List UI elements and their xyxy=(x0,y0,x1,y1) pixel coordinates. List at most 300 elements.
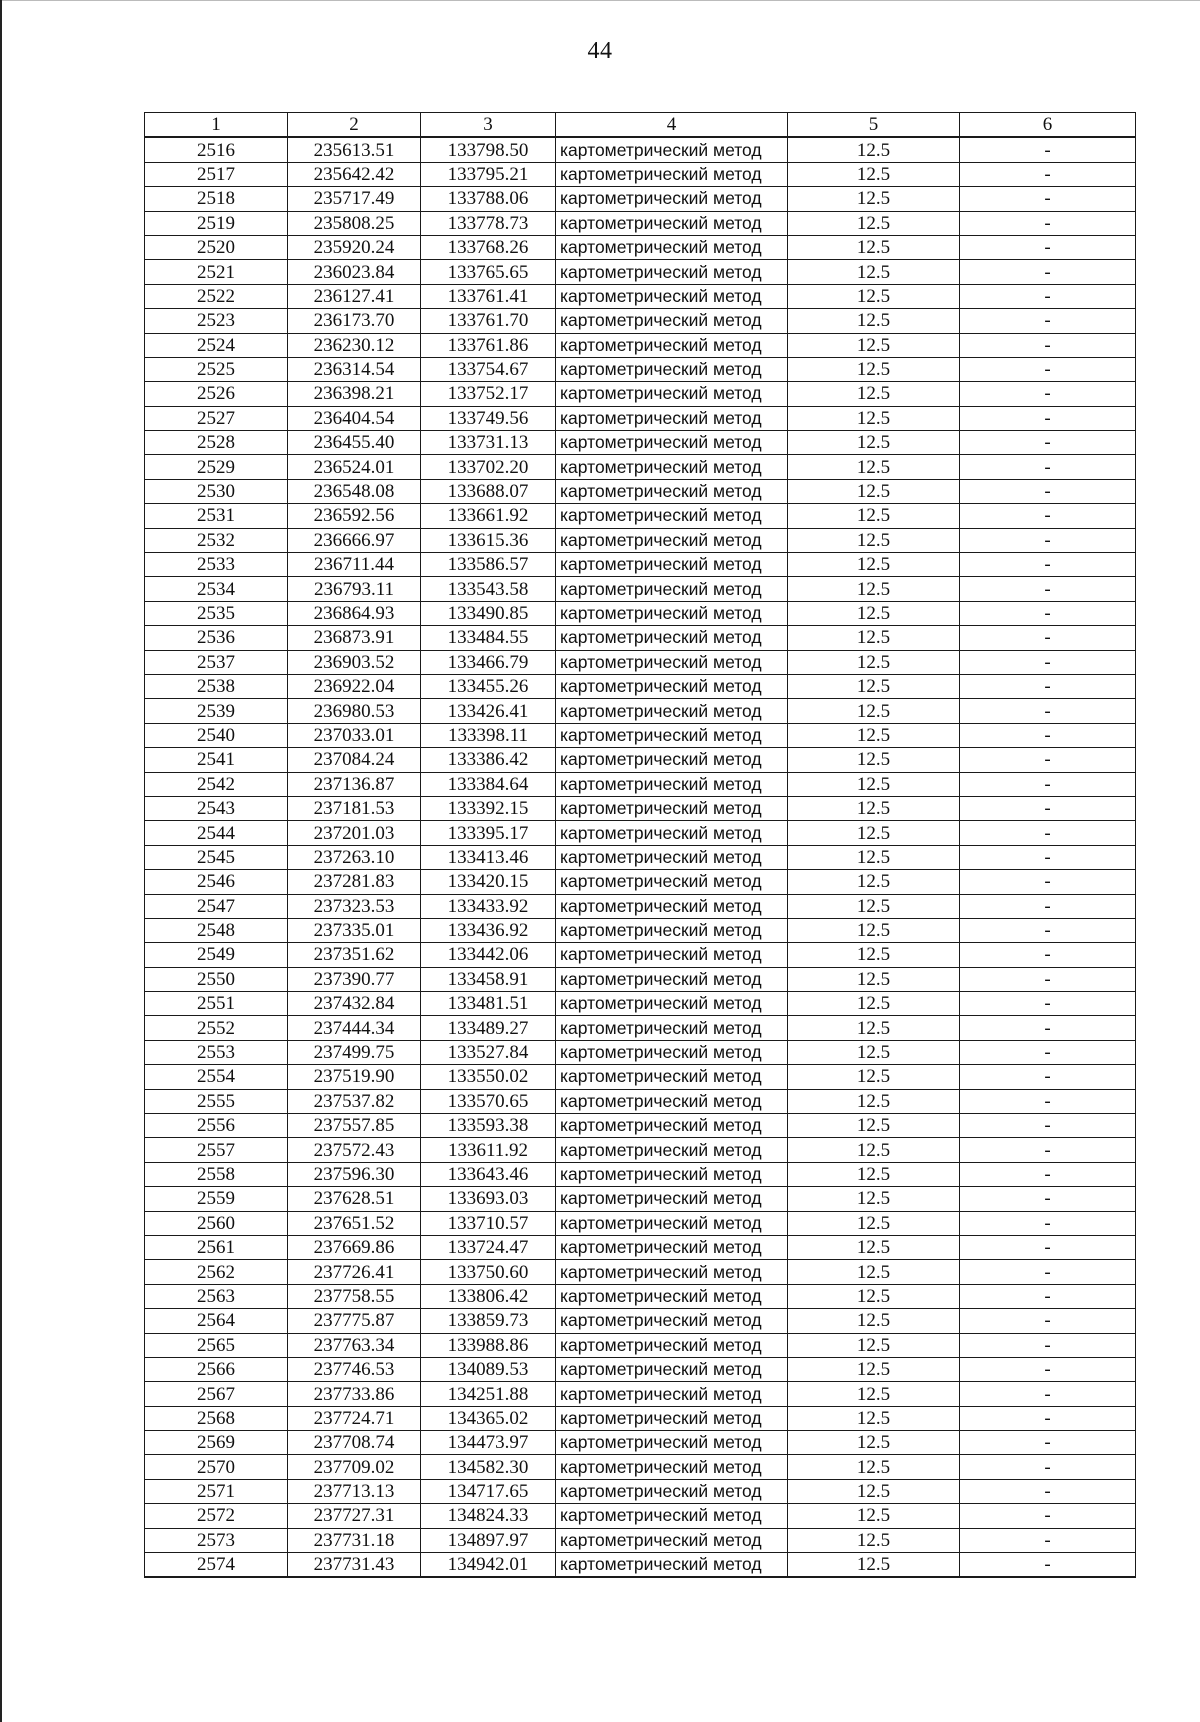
point-number-cell: 2558 xyxy=(145,1162,288,1186)
method-cell: картометрический метод xyxy=(556,382,788,406)
accuracy-cell: 12.5 xyxy=(788,1065,960,1089)
accuracy-cell: 12.5 xyxy=(788,187,960,211)
y-coordinate-cell: 133806.42 xyxy=(421,1284,556,1308)
column-header-2: 2 xyxy=(288,113,421,138)
point-number-cell: 2520 xyxy=(145,235,288,259)
y-coordinate-cell: 133550.02 xyxy=(421,1065,556,1089)
point-number-cell: 2563 xyxy=(145,1284,288,1308)
column-header-3: 3 xyxy=(421,113,556,138)
table-row xyxy=(145,577,1136,601)
note-cell: - xyxy=(960,1211,1136,1235)
x-coordinate-cell: 236548.08 xyxy=(288,479,421,503)
accuracy-cell: 12.5 xyxy=(788,1040,960,1064)
x-coordinate-cell: 237726.41 xyxy=(288,1260,421,1284)
y-coordinate-cell: 133458.91 xyxy=(421,967,556,991)
y-coordinate-cell: 133761.41 xyxy=(421,284,556,308)
point-number-cell: 2537 xyxy=(145,650,288,674)
y-coordinate-cell: 133778.73 xyxy=(421,211,556,235)
method-cell: картометрический метод xyxy=(556,431,788,455)
x-coordinate-cell: 235642.42 xyxy=(288,162,421,186)
method-cell: картометрический метод xyxy=(556,357,788,381)
accuracy-cell: 12.5 xyxy=(788,1382,960,1406)
y-coordinate-cell: 133750.60 xyxy=(421,1260,556,1284)
y-coordinate-cell: 133765.65 xyxy=(421,260,556,284)
y-coordinate-cell: 133611.92 xyxy=(421,1138,556,1162)
point-number-cell: 2517 xyxy=(145,162,288,186)
accuracy-cell: 12.5 xyxy=(788,1309,960,1333)
x-coordinate-cell: 236314.54 xyxy=(288,357,421,381)
x-coordinate-cell: 237669.86 xyxy=(288,1235,421,1259)
note-cell: - xyxy=(960,1431,1136,1455)
point-number-cell: 2522 xyxy=(145,284,288,308)
x-coordinate-cell: 237537.82 xyxy=(288,1089,421,1113)
y-coordinate-cell: 133527.84 xyxy=(421,1040,556,1064)
point-number-cell: 2536 xyxy=(145,626,288,650)
y-coordinate-cell: 133543.58 xyxy=(421,577,556,601)
method-cell: картометрический метод xyxy=(556,1528,788,1552)
method-cell: картометрический метод xyxy=(556,1162,788,1186)
table-row xyxy=(145,796,1136,820)
method-cell: картометрический метод xyxy=(556,187,788,211)
table-row xyxy=(145,1333,1136,1357)
point-number-cell: 2554 xyxy=(145,1065,288,1089)
note-cell: - xyxy=(960,211,1136,235)
table-row xyxy=(145,1114,1136,1138)
x-coordinate-cell: 237731.18 xyxy=(288,1528,421,1552)
method-cell: картометрический метод xyxy=(556,992,788,1016)
point-number-cell: 2538 xyxy=(145,674,288,698)
table-row xyxy=(145,137,1136,162)
x-coordinate-cell: 236404.54 xyxy=(288,406,421,430)
method-cell: картометрический метод xyxy=(556,870,788,894)
note-cell: - xyxy=(960,796,1136,820)
table-row xyxy=(145,967,1136,991)
method-cell: картометрический метод xyxy=(556,504,788,528)
point-number-cell: 2532 xyxy=(145,528,288,552)
method-cell: картометрический метод xyxy=(556,553,788,577)
y-coordinate-cell: 133398.11 xyxy=(421,723,556,747)
point-number-cell: 2565 xyxy=(145,1333,288,1357)
table-row xyxy=(145,918,1136,942)
table-row xyxy=(145,260,1136,284)
x-coordinate-cell: 237727.31 xyxy=(288,1504,421,1528)
note-cell: - xyxy=(960,309,1136,333)
table-row xyxy=(145,772,1136,796)
x-coordinate-cell: 237323.53 xyxy=(288,894,421,918)
method-cell: картометрический метод xyxy=(556,1504,788,1528)
x-coordinate-cell: 236524.01 xyxy=(288,455,421,479)
method-cell: картометрический метод xyxy=(556,1089,788,1113)
y-coordinate-cell: 133420.15 xyxy=(421,870,556,894)
note-cell: - xyxy=(960,235,1136,259)
accuracy-cell: 12.5 xyxy=(788,235,960,259)
method-cell: картометрический метод xyxy=(556,1187,788,1211)
method-cell: картометрический метод xyxy=(556,748,788,772)
accuracy-cell: 12.5 xyxy=(788,309,960,333)
method-cell: картометрический метод xyxy=(556,479,788,503)
note-cell: - xyxy=(960,1138,1136,1162)
x-coordinate-cell: 236666.97 xyxy=(288,528,421,552)
point-number-cell: 2568 xyxy=(145,1406,288,1430)
point-number-cell: 2567 xyxy=(145,1382,288,1406)
table-row xyxy=(145,1065,1136,1089)
method-cell: картометрический метод xyxy=(556,1309,788,1333)
point-number-cell: 2548 xyxy=(145,918,288,942)
x-coordinate-cell: 237390.77 xyxy=(288,967,421,991)
accuracy-cell: 12.5 xyxy=(788,943,960,967)
table-row xyxy=(145,1309,1136,1333)
accuracy-cell: 12.5 xyxy=(788,162,960,186)
accuracy-cell: 12.5 xyxy=(788,1284,960,1308)
x-coordinate-cell: 235808.25 xyxy=(288,211,421,235)
method-cell: картометрический метод xyxy=(556,1553,788,1578)
table-row xyxy=(145,479,1136,503)
y-coordinate-cell: 133795.21 xyxy=(421,162,556,186)
accuracy-cell: 12.5 xyxy=(788,284,960,308)
x-coordinate-cell: 235613.51 xyxy=(288,137,421,162)
column-header-5: 5 xyxy=(788,113,960,138)
y-coordinate-cell: 133570.65 xyxy=(421,1089,556,1113)
x-coordinate-cell: 236980.53 xyxy=(288,699,421,723)
point-number-cell: 2569 xyxy=(145,1431,288,1455)
point-number-cell: 2572 xyxy=(145,1504,288,1528)
method-cell: картометрический метод xyxy=(556,601,788,625)
x-coordinate-cell: 237033.01 xyxy=(288,723,421,747)
point-number-cell: 2530 xyxy=(145,479,288,503)
x-coordinate-cell: 237724.71 xyxy=(288,1406,421,1430)
table-row xyxy=(145,601,1136,625)
note-cell: - xyxy=(960,821,1136,845)
method-cell: картометрический метод xyxy=(556,455,788,479)
coordinates-table xyxy=(144,112,1136,1578)
x-coordinate-cell: 235717.49 xyxy=(288,187,421,211)
accuracy-cell: 12.5 xyxy=(788,1504,960,1528)
accuracy-cell: 12.5 xyxy=(788,894,960,918)
y-coordinate-cell: 133693.03 xyxy=(421,1187,556,1211)
point-number-cell: 2571 xyxy=(145,1479,288,1503)
method-cell: картометрический метод xyxy=(556,528,788,552)
accuracy-cell: 12.5 xyxy=(788,1138,960,1162)
accuracy-cell: 12.5 xyxy=(788,1089,960,1113)
table-row xyxy=(145,1357,1136,1381)
y-coordinate-cell: 133586.57 xyxy=(421,553,556,577)
x-coordinate-cell: 236455.40 xyxy=(288,431,421,455)
table-row xyxy=(145,211,1136,235)
table-row xyxy=(145,674,1136,698)
scan-edge-left xyxy=(0,0,2,1722)
table-row xyxy=(145,309,1136,333)
method-cell: картометрический метод xyxy=(556,1235,788,1259)
note-cell: - xyxy=(960,870,1136,894)
accuracy-cell: 12.5 xyxy=(788,431,960,455)
table-row xyxy=(145,1040,1136,1064)
method-cell: картометрический метод xyxy=(556,1065,788,1089)
accuracy-cell: 12.5 xyxy=(788,723,960,747)
y-coordinate-cell: 133752.17 xyxy=(421,382,556,406)
x-coordinate-cell: 236864.93 xyxy=(288,601,421,625)
accuracy-cell: 12.5 xyxy=(788,137,960,162)
point-number-cell: 2546 xyxy=(145,870,288,894)
method-cell: картометрический метод xyxy=(556,918,788,942)
accuracy-cell: 12.5 xyxy=(788,333,960,357)
accuracy-cell: 12.5 xyxy=(788,1114,960,1138)
x-coordinate-cell: 237596.30 xyxy=(288,1162,421,1186)
accuracy-cell: 12.5 xyxy=(788,1187,960,1211)
note-cell: - xyxy=(960,601,1136,625)
method-cell: картометрический метод xyxy=(556,821,788,845)
point-number-cell: 2543 xyxy=(145,796,288,820)
table-row xyxy=(145,1138,1136,1162)
point-number-cell: 2557 xyxy=(145,1138,288,1162)
point-number-cell: 2559 xyxy=(145,1187,288,1211)
y-coordinate-cell: 133688.07 xyxy=(421,479,556,503)
y-coordinate-cell: 133433.92 xyxy=(421,894,556,918)
note-cell: - xyxy=(960,577,1136,601)
y-coordinate-cell: 133710.57 xyxy=(421,1211,556,1235)
accuracy-cell: 12.5 xyxy=(788,674,960,698)
y-coordinate-cell: 133615.36 xyxy=(421,528,556,552)
note-cell: - xyxy=(960,553,1136,577)
x-coordinate-cell: 237519.90 xyxy=(288,1065,421,1089)
method-cell: картометрический метод xyxy=(556,943,788,967)
point-number-cell: 2525 xyxy=(145,357,288,381)
accuracy-cell: 12.5 xyxy=(788,626,960,650)
table-row xyxy=(145,235,1136,259)
method-cell: картометрический метод xyxy=(556,1333,788,1357)
note-cell: - xyxy=(960,187,1136,211)
table-row xyxy=(145,553,1136,577)
note-cell: - xyxy=(960,1406,1136,1430)
y-coordinate-cell: 134942.01 xyxy=(421,1553,556,1578)
table-row xyxy=(145,626,1136,650)
note-cell: - xyxy=(960,626,1136,650)
method-cell: картометрический метод xyxy=(556,1016,788,1040)
note-cell: - xyxy=(960,504,1136,528)
note-cell: - xyxy=(960,1065,1136,1089)
table-row xyxy=(145,333,1136,357)
note-cell: - xyxy=(960,699,1136,723)
note-cell: - xyxy=(960,918,1136,942)
accuracy-cell: 12.5 xyxy=(788,553,960,577)
table-row xyxy=(145,357,1136,381)
point-number-cell: 2534 xyxy=(145,577,288,601)
point-number-cell: 2526 xyxy=(145,382,288,406)
accuracy-cell: 12.5 xyxy=(788,357,960,381)
point-number-cell: 2566 xyxy=(145,1357,288,1381)
accuracy-cell: 12.5 xyxy=(788,528,960,552)
y-coordinate-cell: 134717.65 xyxy=(421,1479,556,1503)
method-cell: картометрический метод xyxy=(556,137,788,162)
point-number-cell: 2519 xyxy=(145,211,288,235)
note-cell: - xyxy=(960,382,1136,406)
table-row xyxy=(145,1235,1136,1259)
table-row xyxy=(145,1284,1136,1308)
table-row xyxy=(145,1089,1136,1113)
table-row xyxy=(145,845,1136,869)
column-header-4: 4 xyxy=(556,113,788,138)
note-cell: - xyxy=(960,1479,1136,1503)
method-cell: картометрический метод xyxy=(556,309,788,333)
y-coordinate-cell: 133643.46 xyxy=(421,1162,556,1186)
y-coordinate-cell: 133788.06 xyxy=(421,187,556,211)
note-cell: - xyxy=(960,748,1136,772)
x-coordinate-cell: 237281.83 xyxy=(288,870,421,894)
accuracy-cell: 12.5 xyxy=(788,601,960,625)
x-coordinate-cell: 236903.52 xyxy=(288,650,421,674)
note-cell: - xyxy=(960,260,1136,284)
point-number-cell: 2521 xyxy=(145,260,288,284)
y-coordinate-cell: 134824.33 xyxy=(421,1504,556,1528)
point-number-cell: 2552 xyxy=(145,1016,288,1040)
x-coordinate-cell: 236873.91 xyxy=(288,626,421,650)
point-number-cell: 2528 xyxy=(145,431,288,455)
method-cell: картометрический метод xyxy=(556,1479,788,1503)
accuracy-cell: 12.5 xyxy=(788,967,960,991)
point-number-cell: 2574 xyxy=(145,1553,288,1578)
point-number-cell: 2564 xyxy=(145,1309,288,1333)
y-coordinate-cell: 133724.47 xyxy=(421,1235,556,1259)
table-row xyxy=(145,894,1136,918)
y-coordinate-cell: 133484.55 xyxy=(421,626,556,650)
accuracy-cell: 12.5 xyxy=(788,577,960,601)
note-cell: - xyxy=(960,723,1136,747)
y-coordinate-cell: 133859.73 xyxy=(421,1309,556,1333)
point-number-cell: 2573 xyxy=(145,1528,288,1552)
method-cell: картометрический метод xyxy=(556,772,788,796)
note-cell: - xyxy=(960,943,1136,967)
note-cell: - xyxy=(960,431,1136,455)
table-row xyxy=(145,406,1136,430)
point-number-cell: 2542 xyxy=(145,772,288,796)
table-header-row xyxy=(145,113,1136,138)
method-cell: картометрический метод xyxy=(556,1431,788,1455)
method-cell: картометрический метод xyxy=(556,284,788,308)
y-coordinate-cell: 133386.42 xyxy=(421,748,556,772)
accuracy-cell: 12.5 xyxy=(788,699,960,723)
accuracy-cell: 12.5 xyxy=(788,504,960,528)
note-cell: - xyxy=(960,992,1136,1016)
y-coordinate-cell: 133798.50 xyxy=(421,137,556,162)
y-coordinate-cell: 133988.86 xyxy=(421,1333,556,1357)
y-coordinate-cell: 133761.70 xyxy=(421,309,556,333)
method-cell: картометрический метод xyxy=(556,162,788,186)
accuracy-cell: 12.5 xyxy=(788,479,960,503)
method-cell: картометрический метод xyxy=(556,235,788,259)
accuracy-cell: 12.5 xyxy=(788,1553,960,1578)
method-cell: картометрический метод xyxy=(556,1260,788,1284)
x-coordinate-cell: 237775.87 xyxy=(288,1309,421,1333)
method-cell: картометрический метод xyxy=(556,406,788,430)
note-cell: - xyxy=(960,1040,1136,1064)
method-cell: картометрический метод xyxy=(556,894,788,918)
y-coordinate-cell: 133749.56 xyxy=(421,406,556,430)
note-cell: - xyxy=(960,845,1136,869)
table-row xyxy=(145,1260,1136,1284)
table-row xyxy=(145,821,1136,845)
y-coordinate-cell: 134473.97 xyxy=(421,1431,556,1455)
y-coordinate-cell: 133455.26 xyxy=(421,674,556,698)
y-coordinate-cell: 133426.41 xyxy=(421,699,556,723)
x-coordinate-cell: 237499.75 xyxy=(288,1040,421,1064)
x-coordinate-cell: 236023.84 xyxy=(288,260,421,284)
x-coordinate-cell: 237557.85 xyxy=(288,1114,421,1138)
table-row xyxy=(145,431,1136,455)
y-coordinate-cell: 133395.17 xyxy=(421,821,556,845)
x-coordinate-cell: 236922.04 xyxy=(288,674,421,698)
accuracy-cell: 12.5 xyxy=(788,211,960,235)
method-cell: картометрический метод xyxy=(556,260,788,284)
y-coordinate-cell: 133768.26 xyxy=(421,235,556,259)
note-cell: - xyxy=(960,1357,1136,1381)
point-number-cell: 2535 xyxy=(145,601,288,625)
accuracy-cell: 12.5 xyxy=(788,1235,960,1259)
note-cell: - xyxy=(960,1162,1136,1186)
method-cell: картометрический метод xyxy=(556,1406,788,1430)
accuracy-cell: 12.5 xyxy=(788,1162,960,1186)
note-cell: - xyxy=(960,1504,1136,1528)
x-coordinate-cell: 237444.34 xyxy=(288,1016,421,1040)
point-number-cell: 2555 xyxy=(145,1089,288,1113)
x-coordinate-cell: 237572.43 xyxy=(288,1138,421,1162)
method-cell: картометрический метод xyxy=(556,967,788,991)
y-coordinate-cell: 133392.15 xyxy=(421,796,556,820)
table-row xyxy=(145,1455,1136,1479)
point-number-cell: 2570 xyxy=(145,1455,288,1479)
accuracy-cell: 12.5 xyxy=(788,1260,960,1284)
y-coordinate-cell: 133436.92 xyxy=(421,918,556,942)
accuracy-cell: 12.5 xyxy=(788,1016,960,1040)
method-cell: картометрический метод xyxy=(556,796,788,820)
note-cell: - xyxy=(960,650,1136,674)
table-row xyxy=(145,162,1136,186)
y-coordinate-cell: 134251.88 xyxy=(421,1382,556,1406)
method-cell: картометрический метод xyxy=(556,577,788,601)
method-cell: картометрический метод xyxy=(556,333,788,357)
note-cell: - xyxy=(960,1528,1136,1552)
method-cell: картометрический метод xyxy=(556,1357,788,1381)
note-cell: - xyxy=(960,357,1136,381)
table-row xyxy=(145,1479,1136,1503)
point-number-cell: 2551 xyxy=(145,992,288,1016)
x-coordinate-cell: 237335.01 xyxy=(288,918,421,942)
table-row xyxy=(145,528,1136,552)
note-cell: - xyxy=(960,674,1136,698)
y-coordinate-cell: 133384.64 xyxy=(421,772,556,796)
note-cell: - xyxy=(960,1260,1136,1284)
scan-edge-top xyxy=(0,0,1200,1)
table-row xyxy=(145,1431,1136,1455)
note-cell: - xyxy=(960,528,1136,552)
table-row xyxy=(145,1528,1136,1552)
note-cell: - xyxy=(960,1553,1136,1578)
accuracy-cell: 12.5 xyxy=(788,1357,960,1381)
accuracy-cell: 12.5 xyxy=(788,918,960,942)
y-coordinate-cell: 133702.20 xyxy=(421,455,556,479)
note-cell: - xyxy=(960,1089,1136,1113)
table-row xyxy=(145,284,1136,308)
note-cell: - xyxy=(960,967,1136,991)
x-coordinate-cell: 236592.56 xyxy=(288,504,421,528)
y-coordinate-cell: 133761.86 xyxy=(421,333,556,357)
note-cell: - xyxy=(960,479,1136,503)
x-coordinate-cell: 237709.02 xyxy=(288,1455,421,1479)
x-coordinate-cell: 236173.70 xyxy=(288,309,421,333)
accuracy-cell: 12.5 xyxy=(788,1211,960,1235)
note-cell: - xyxy=(960,1114,1136,1138)
method-cell: картометрический метод xyxy=(556,1138,788,1162)
point-number-cell: 2547 xyxy=(145,894,288,918)
note-cell: - xyxy=(960,1284,1136,1308)
